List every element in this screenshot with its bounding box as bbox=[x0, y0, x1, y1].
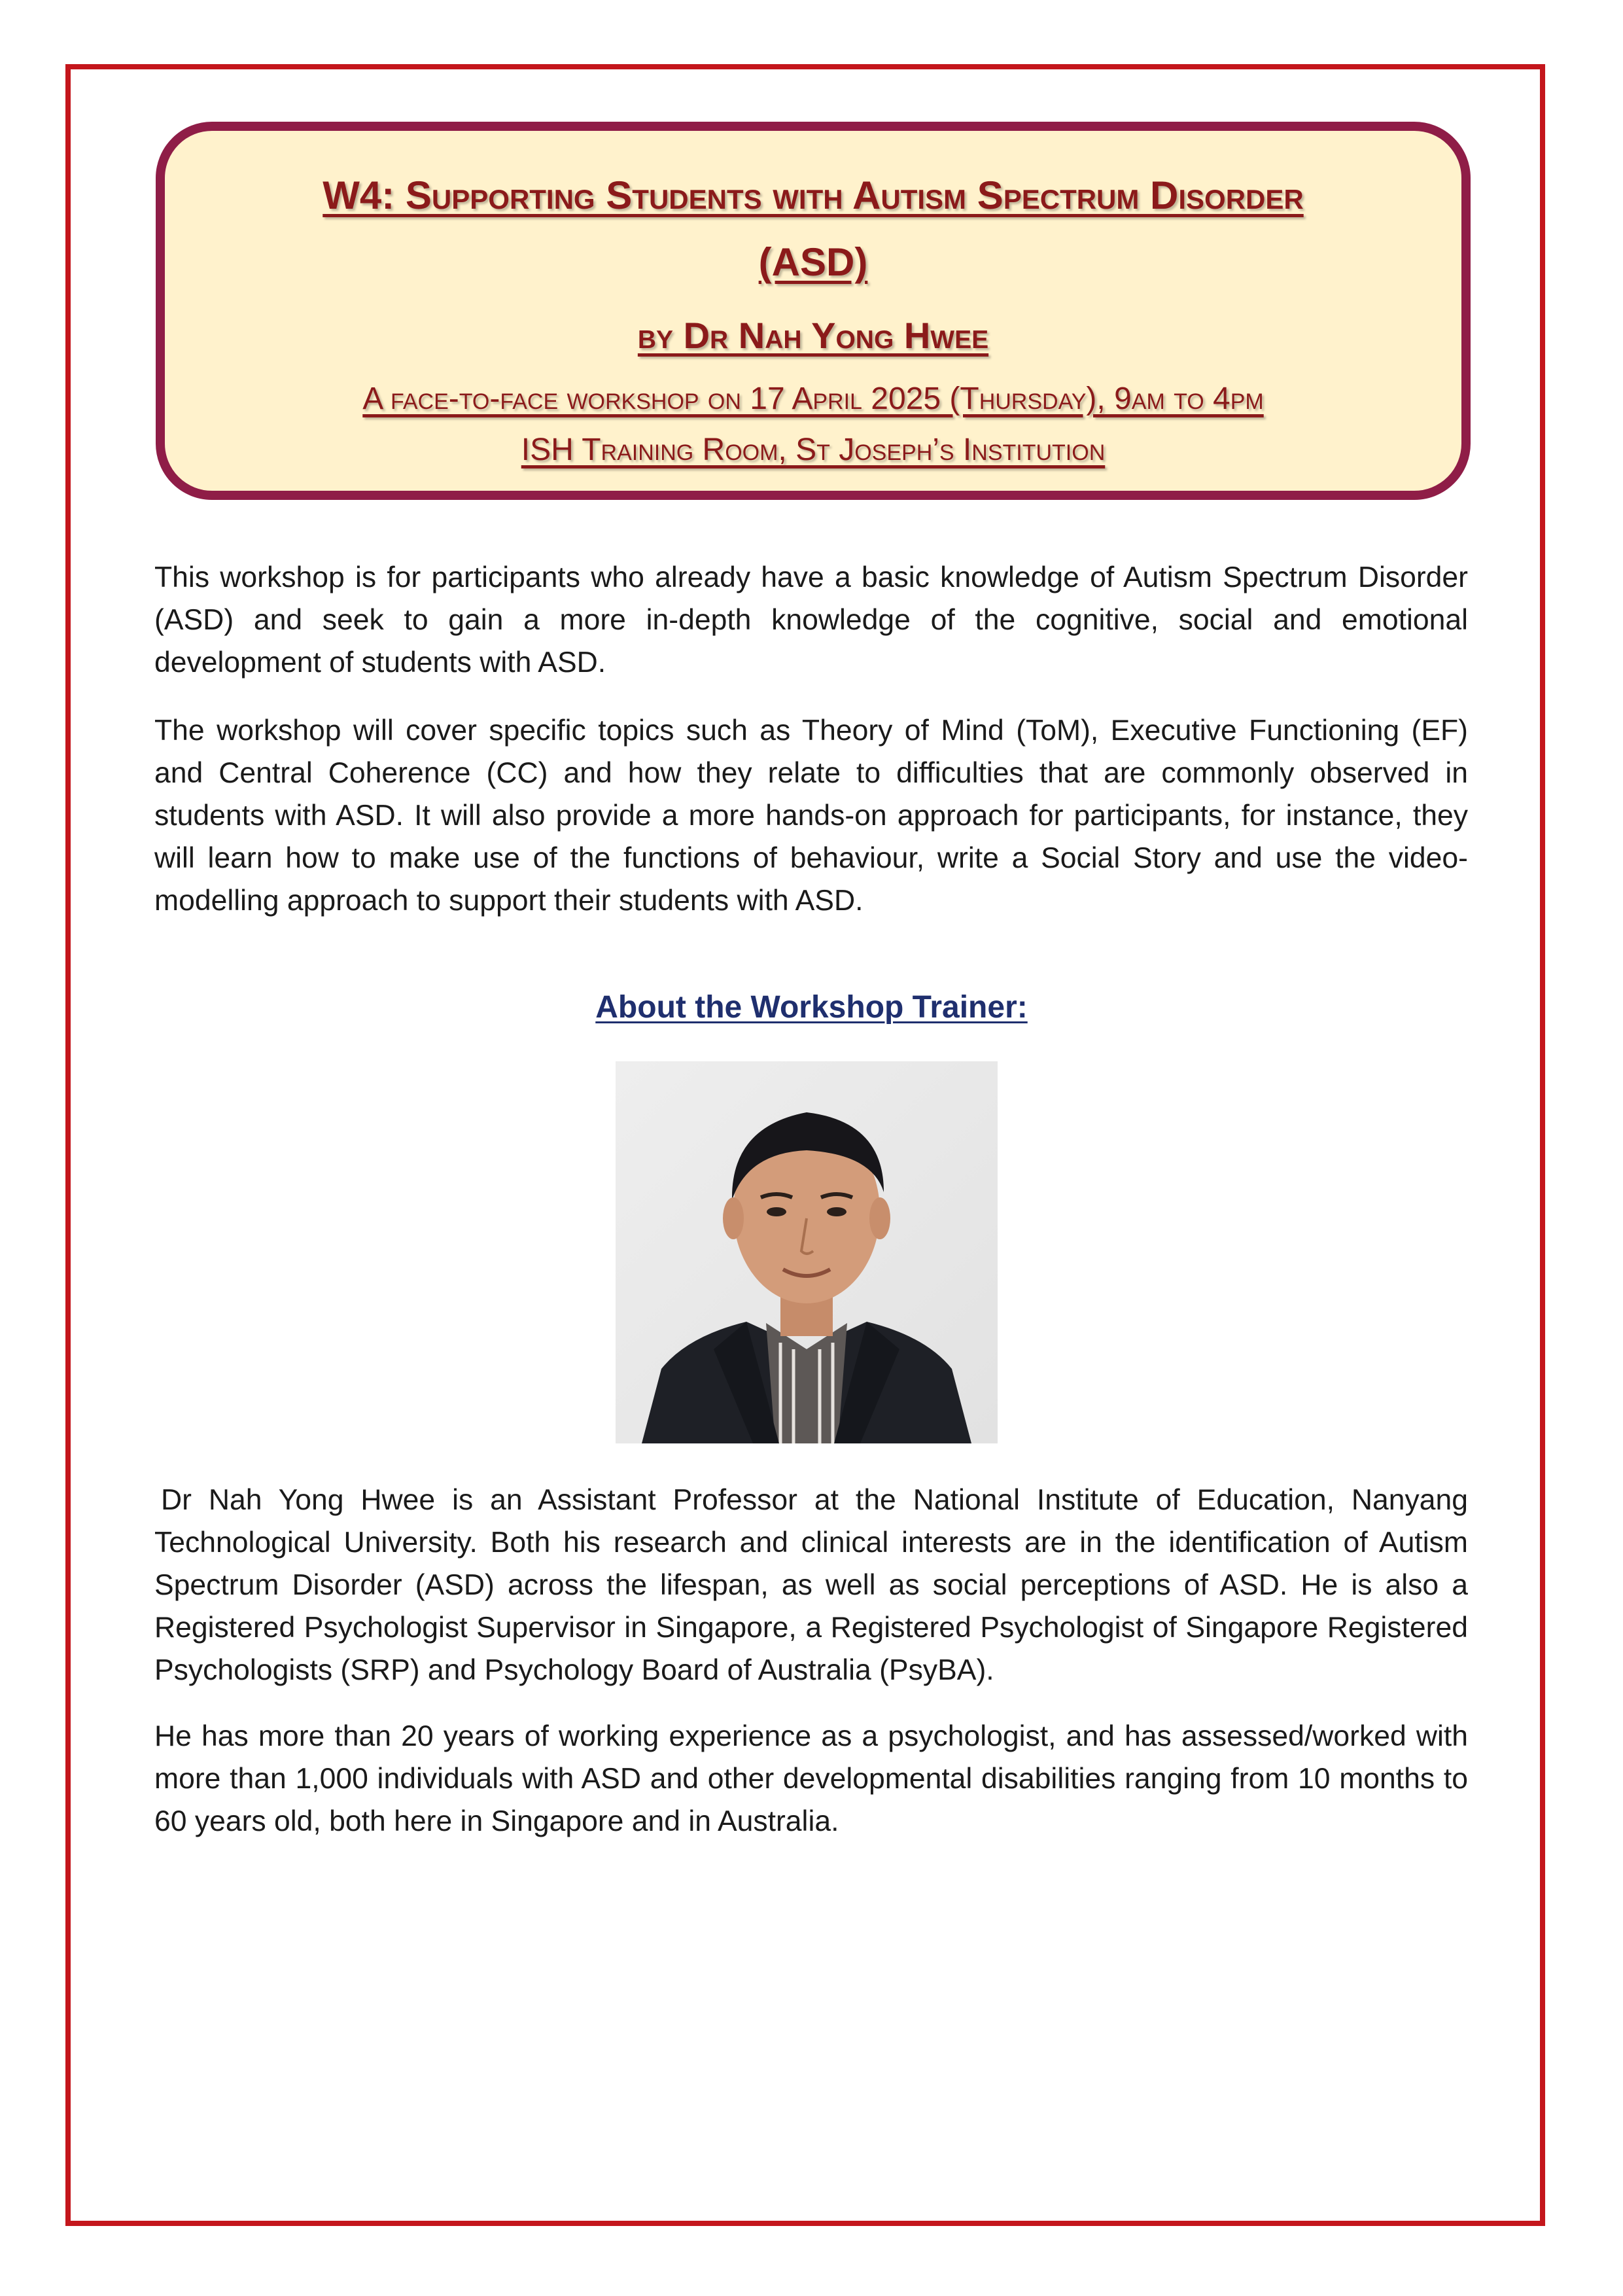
trainer-heading: About the Workshop Trainer: bbox=[595, 990, 1028, 1025]
trainer-bio-paragraph-2: He has more than 20 years of working experience as a psychologist, and has assessed/worked with more than 1,000 individuals with ASD and other developmental disabilities ranging from 10 months to 60 years old, both here in Singapore and in Australia. bbox=[154, 1720, 1468, 1837]
title-box bbox=[156, 122, 1471, 500]
schedule-line: A face-to-face workshop on 17 April 2025 (Thursday), 9am to 4pm bbox=[362, 381, 1264, 416]
intro-paragraph-1: This workshop is for participants who already have a basic knowledge of Autism Spectrum Disorder (ASD) and seek to gain a more in-depth knowledge of the cognitive, social and emotional development of students with ASD. bbox=[154, 561, 1468, 679]
intro-paragraph-2: The workshop will cover specific topics such as Theory of Mind (ToM), Executive Functioning (EF) and Central Coherence (CC) and how they relate to difficulties that are commonly observed in students with ASD. It will also provide a more hands-on approach for participants, for instance, they will learn how to make use of the functions of behaviour, write a Social Story and use the video-modelling approach to support their students with ASD. bbox=[154, 715, 1468, 917]
workshop-title: W4: Supporting Students with Autism Spectrum Disorder bbox=[323, 173, 1304, 217]
portrait-photo-icon bbox=[616, 1061, 998, 1443]
workshop-title-continued: (ASD) bbox=[758, 240, 868, 284]
trainer-photo bbox=[616, 1061, 998, 1443]
trainer-bio-paragraph-1: Dr Nah Yong Hwee is an Assistant Professor at the National Institute of Education, Nanyang Technological University. Both his research and clinical interests are in the identification of Autism Spectrum Disorder (ASD) across the lifespan, as well as social perceptions of ASD. He is also a Registered Psychologist Supervisor in Singapore, a Registered Psychologist of Singapore Registered Psychologists (SRP) and Psychology Board of Australia (PsyBA). bbox=[154, 1484, 1468, 1686]
presenter-line: by Dr Nah Yong Hwee bbox=[637, 315, 989, 356]
venue-line: ISH Training Room, St Joseph’s Institution bbox=[521, 433, 1106, 467]
